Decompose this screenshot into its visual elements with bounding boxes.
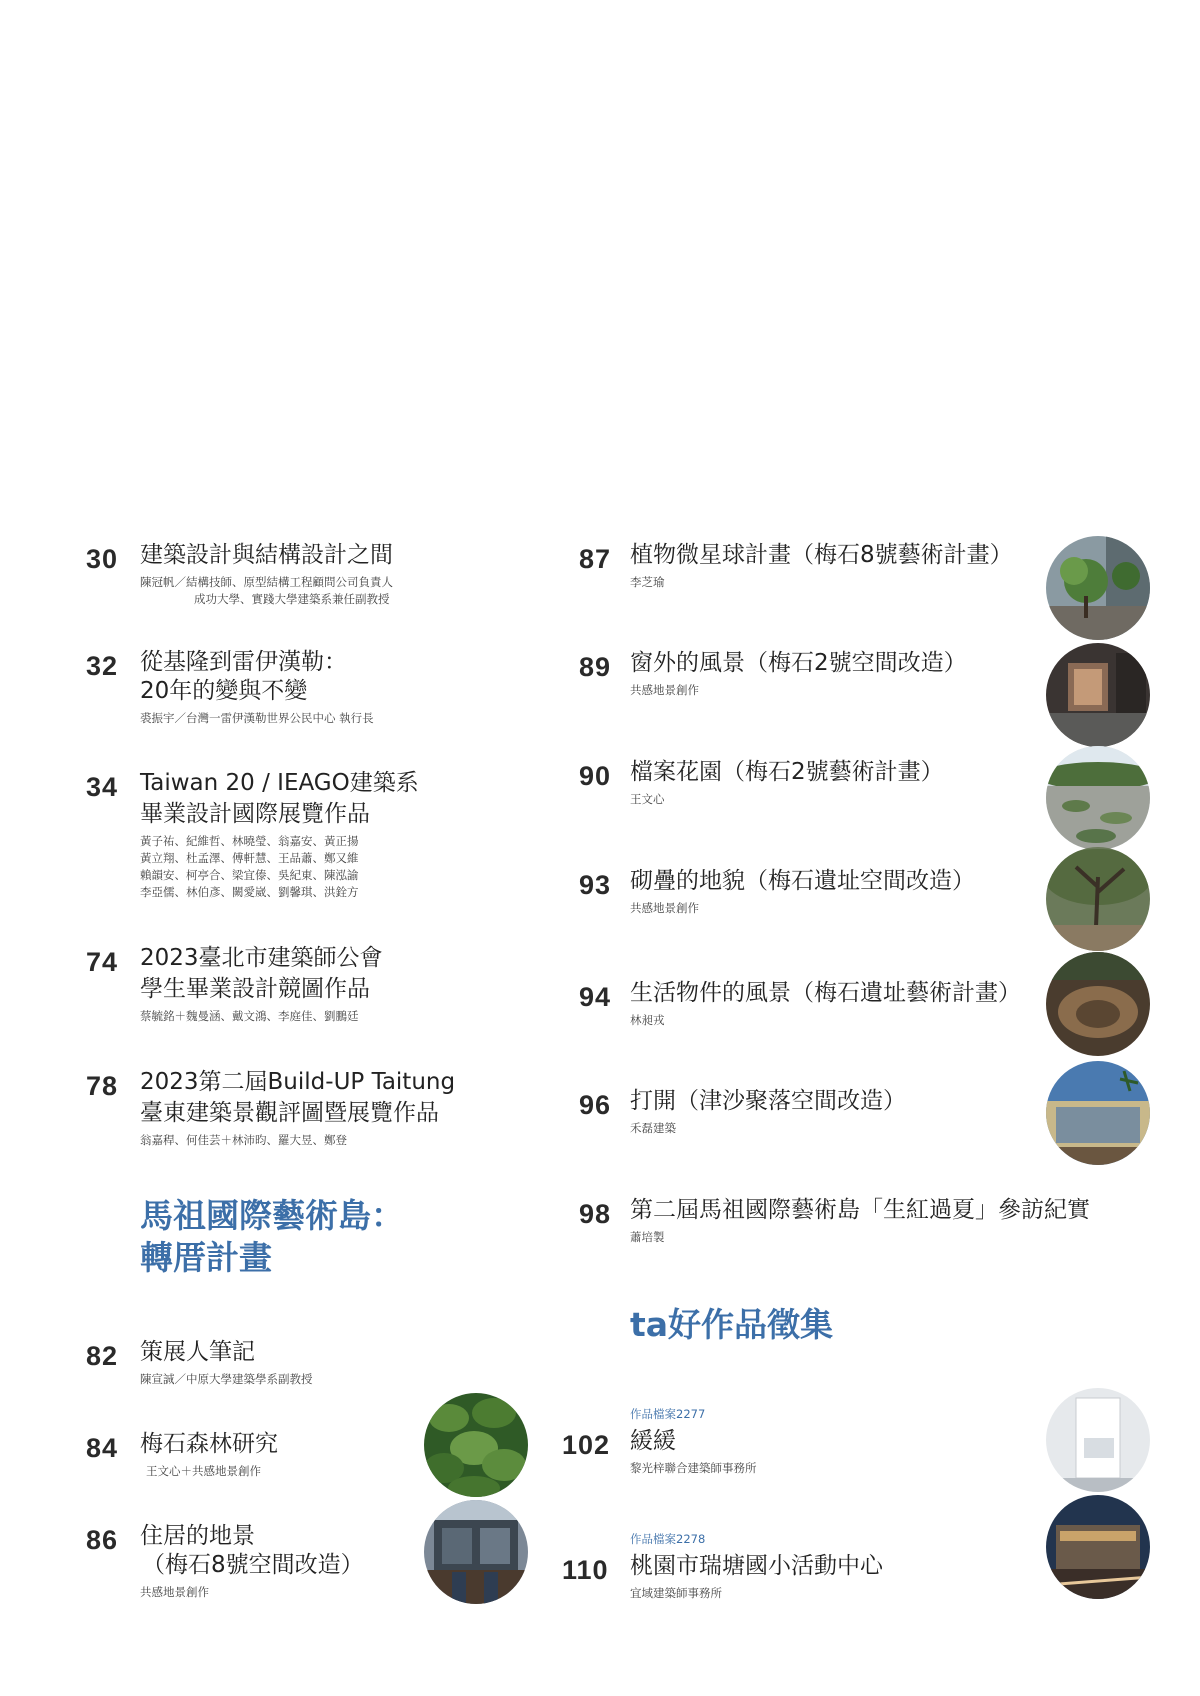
entry-author: 宜域建築師事務所	[630, 1586, 722, 1600]
thumbnail-open-space	[1046, 1061, 1150, 1165]
entry-title: 策展人筆記	[140, 1339, 255, 1365]
page-number: 82	[86, 1341, 119, 1371]
entry-author: 裘振宇／台灣一雷伊漢勒世界公民中心 執行長	[140, 711, 374, 725]
entry-title: 砌疊的地貌（梅石遺址空間改造）	[630, 868, 975, 894]
thumbnail-living-objects	[1046, 952, 1150, 1056]
project-file-tag: 作品檔案2277	[630, 1407, 706, 1421]
entry-title: 桃園市瑞塘國小活動中心	[630, 1553, 883, 1579]
page-number: 90	[579, 761, 612, 791]
page-number: 84	[86, 1433, 119, 1463]
entry-author: 翁嘉稈、何佳芸＋林沛昀、羅大昱、鄭登	[140, 1133, 347, 1147]
entry-author: 成功大學、實踐大學建築系兼任副教授	[194, 592, 390, 606]
entry-title: 2023第二屆Build-UP Taitung	[140, 1069, 456, 1095]
entry-title: 檔案花園（梅石2號藝術計畫）	[630, 759, 944, 785]
page-number: 74	[86, 947, 119, 977]
entry-title: 緩緩	[630, 1428, 676, 1454]
thumbnail-leaves	[424, 1393, 528, 1497]
entry-title: 2023臺北市建築師公會	[140, 945, 383, 971]
entry-author: 李芝瑜	[630, 575, 665, 589]
entry-title: 住居的地景	[140, 1523, 255, 1549]
thumbnail-white-building	[1046, 1388, 1150, 1492]
page-number: 89	[579, 652, 612, 682]
entry-title: 植物微星球計畫（梅石8號藝術計畫）	[630, 542, 1013, 568]
entry-author: 共感地景創作	[140, 1585, 209, 1599]
thumbnail-house-facade	[424, 1500, 528, 1604]
entry-title: 建築設計與結構設計之間	[140, 542, 393, 568]
entry-author: 黃立翔、杜孟澤、傅軒慧、王品蕭、鄭又維	[140, 851, 359, 865]
page-number: 110	[562, 1555, 609, 1585]
entry-author: 王文心	[630, 792, 665, 806]
entry-author: 蔡毓銘＋魏曼涵、戴文鴻、李庭佳、劉鵬廷	[140, 1009, 359, 1023]
entry-author: 李亞儒、林伯彥、闕愛崴、劉馨琪、洪銓方	[140, 885, 359, 899]
thumbnail-stone-landform	[1046, 847, 1150, 951]
entry-author: 賴韻安、柯亭合、梁宜傣、吳紀東、陳泓諭	[140, 868, 359, 882]
page-number: 30	[86, 544, 119, 574]
page-number: 93	[579, 870, 612, 900]
entry-title: 從基隆到雷伊漢勒：	[140, 649, 347, 675]
page-number: 87	[579, 544, 612, 574]
entry-author: 共感地景創作	[630, 683, 699, 697]
page-number: 78	[86, 1071, 119, 1101]
thumbnail-window-view	[1046, 643, 1150, 747]
entry-title: 臺東建築景觀評圖暨展覽作品	[140, 1100, 439, 1126]
page-number: 32	[86, 651, 119, 681]
entry-title: 梅石森林研究	[140, 1431, 278, 1457]
entry-title: 生活物件的風景（梅石遺址藝術計畫）	[630, 980, 1021, 1006]
page-number: 86	[86, 1525, 119, 1555]
section-title-ta-works: ta好作品徵集	[630, 1305, 834, 1344]
thumbnail-plant-courtyard	[1046, 536, 1150, 640]
thumbnail-archive-garden	[1046, 746, 1150, 850]
entry-author: 黎光梓聯合建築師事務所	[630, 1461, 757, 1475]
entry-title: 打開（津沙聚落空間改造）	[630, 1088, 906, 1114]
entry-title: （梅石8號空間改造）	[142, 1552, 364, 1578]
entry-title: 畢業設計國際展覽作品	[140, 801, 370, 827]
entry-author: 黃子祐、紀維哲、林曉瑩、翁嘉安、黃正揚	[140, 834, 359, 848]
section-title-matsu: 轉厝計畫	[140, 1238, 272, 1277]
page-number: 98	[579, 1199, 612, 1229]
entry-author: 陳冠帆／結構技師、原型結構工程顧問公司負責人	[140, 575, 393, 589]
section-title-matsu: 馬祖國際藝術島：	[140, 1196, 404, 1235]
entry-title: 20年的變與不變	[140, 678, 308, 704]
entry-author: 禾磊建築	[630, 1121, 676, 1135]
page-number: 96	[579, 1090, 612, 1120]
entry-title: 窗外的風景（梅石2號空間改造）	[630, 650, 967, 676]
entry-author: 王文心＋共感地景創作	[146, 1464, 261, 1478]
page-number: 34	[86, 772, 119, 802]
entry-title: Taiwan 20 / IEAGO建築系	[140, 770, 419, 796]
page-number: 102	[562, 1430, 611, 1460]
project-file-tag: 作品檔案2278	[630, 1532, 706, 1546]
page-number: 94	[579, 982, 612, 1012]
thumbnail-activity-center	[1046, 1495, 1150, 1599]
entry-author: 林昶戎	[630, 1013, 665, 1027]
entry-title: 第二屆馬祖國際藝術島「生紅過夏」參訪紀實	[630, 1197, 1090, 1223]
entry-author: 蕭培製	[630, 1230, 665, 1244]
entry-title: 學生畢業設計競圖作品	[140, 976, 370, 1002]
entry-author: 共感地景創作	[630, 901, 699, 915]
entry-author: 陳宣誠／中原大學建築學系副教授	[140, 1372, 313, 1386]
